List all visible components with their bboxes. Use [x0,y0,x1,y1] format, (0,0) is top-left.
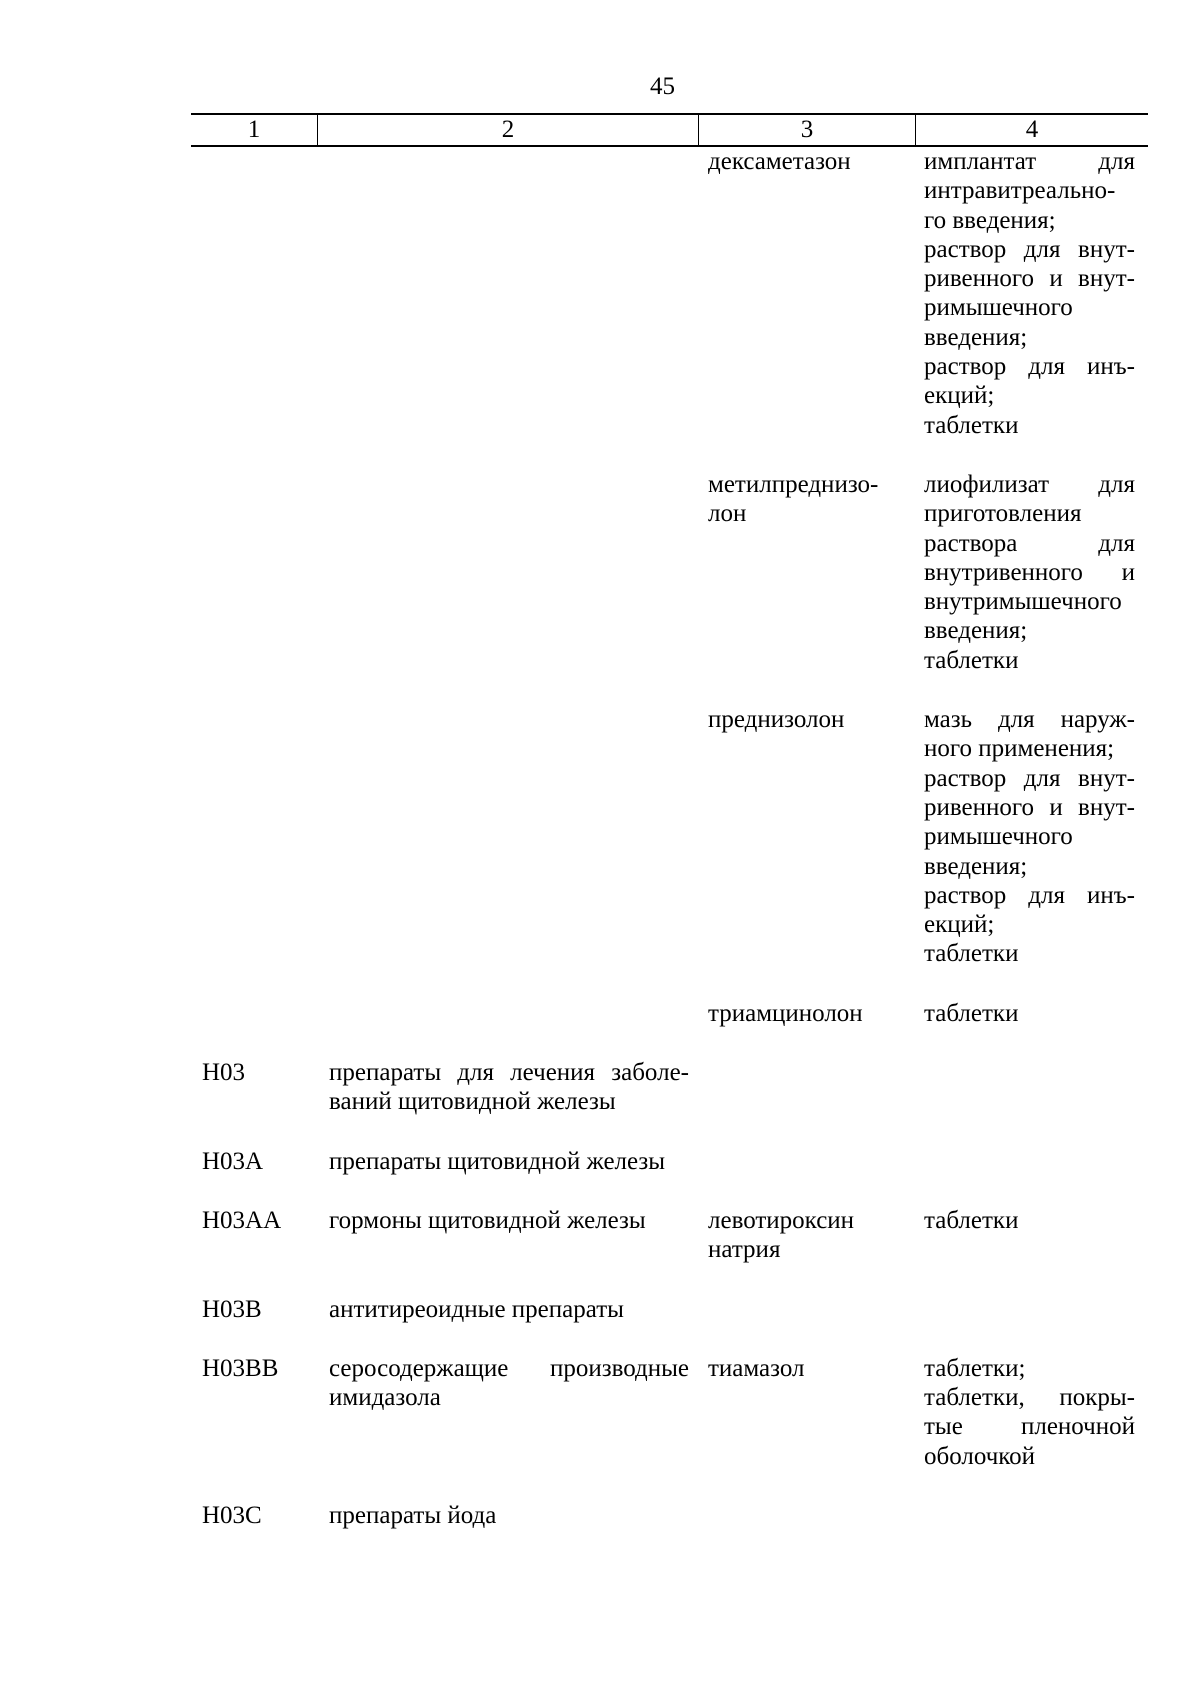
dosage-forms [913,1058,1145,1117]
dosage-forms-line: тые пленочной [924,1413,1135,1441]
atc-code: H03B [202,1295,262,1323]
drug-name-line: триамцинолон [708,999,863,1027]
atc-code: H03 [202,1059,246,1087]
row-spacer [191,969,1145,999]
drug-name-line: левотироксин [708,1206,855,1234]
dosage-forms-line: екций; [924,382,995,410]
anatomical-group [317,1058,697,1117]
dosage-forms-line: имплантат для [924,148,1135,175]
dosage-forms [913,1354,1145,1471]
drug-name [697,705,913,969]
table-row [191,1501,1145,1530]
drug-name [697,999,913,1028]
drug-name [697,147,913,440]
row-spacer [191,675,1145,705]
dosage-forms [913,1147,1145,1176]
dosage-forms-line: раствора для [924,529,1135,557]
dosage-forms-line: таблетки [924,940,1019,968]
row-spacer [191,1265,1145,1295]
row-spacer [191,440,1145,470]
row-spacer [191,1176,1145,1206]
row-spacer [191,1117,1145,1147]
dosage-forms-line: таблетки [924,1206,1019,1234]
atc-code: H03BB [202,1354,279,1382]
anatomical-group-line: препараты щитовидной железы [329,1147,666,1175]
row-spacer [191,1324,1145,1354]
drug-name [697,1501,913,1530]
dosage-forms [913,999,1145,1028]
header-cell-4: 4 [916,114,1149,146]
anatomical-group [317,1147,697,1176]
dosage-forms [913,470,1145,675]
atc-code: H03A [202,1147,264,1175]
table-row [191,1295,1145,1324]
atc-code [191,705,317,969]
anatomical-group-line: серосодержащие производные [329,1354,689,1382]
dosage-forms-line: го введения; [924,206,1056,234]
drug-name [697,1147,913,1176]
drug-name [697,1354,913,1471]
dosage-forms-line: римышечного [924,294,1073,322]
drug-name-line: метилпреднизо- [708,470,879,498]
dosage-forms-line: екций; [924,911,995,939]
drug-name [697,1295,913,1324]
dosage-forms-line: таблетки [924,411,1019,439]
dosage-forms-line: введения; [924,852,1028,880]
dosage-forms-line: раствор для инъ- [924,881,1135,909]
header-cell-3: 3 [699,114,916,146]
anatomical-group [317,1206,697,1265]
anatomical-group-line: препараты для лечения заболе- [329,1059,689,1087]
dosage-forms [913,1501,1145,1530]
dosage-forms-line: раствор для внут- [924,235,1135,263]
dosage-forms-line: римышечного [924,823,1073,851]
atc-code: H03C [202,1501,262,1529]
table-row [191,1354,1145,1471]
anatomical-group [317,1354,697,1471]
document-table [191,113,1145,1530]
dosage-forms-line: таблетки, покры- [924,1384,1135,1412]
drug-name-line: преднизолон [708,706,845,734]
table-row [191,705,1145,969]
anatomical-group [317,1501,697,1530]
dosage-forms-line: раствор для инъ- [924,353,1135,381]
dosage-forms-line: введения; [924,617,1028,645]
header-cell-2: 2 [318,114,699,146]
dosage-forms [913,147,1145,440]
drug-name-line: натрия [708,1236,781,1264]
dosage-forms-line: лиофилизат для [924,470,1135,498]
table-header [191,113,1148,147]
table-row [191,1206,1145,1265]
page-number: 45 [650,73,675,100]
dosage-forms-line: ривенного и внут- [924,793,1135,821]
anatomical-group-line: ваний щитовидной железы [329,1088,616,1116]
dosage-forms [913,1206,1145,1265]
atc-code [191,147,317,440]
header-cell-1: 1 [191,114,318,146]
dosage-forms-line: приготовления [924,500,1082,528]
anatomical-group-line: антитиреоидные препараты [329,1295,624,1323]
dosage-forms-line: мазь для наруж- [924,706,1135,734]
dosage-forms-line: внутримышечного [924,588,1122,616]
table-body [191,147,1145,1530]
table-row [191,147,1145,440]
drug-name [697,470,913,675]
dosage-forms-line: таблетки; [924,1354,1026,1382]
dosage-forms-line: оболочкой [924,1442,1036,1470]
dosage-forms-line: раствор для внут- [924,764,1135,792]
table-row [191,1147,1145,1176]
dosage-forms-line: таблетки [924,999,1019,1027]
dosage-forms [913,1295,1145,1324]
table-row [191,470,1145,675]
drug-name-line: тиамазол [708,1354,805,1382]
anatomical-group-line: препараты йода [329,1501,497,1529]
dosage-forms-line: ного применения; [924,735,1115,763]
anatomical-group-line: гормоны щитовидной железы [329,1206,646,1234]
anatomical-group [317,470,697,675]
drug-name-line: дексаметазон [708,148,851,175]
drug-name [697,1206,913,1265]
table-row [191,1058,1145,1117]
drug-name-line: лон [708,500,747,528]
anatomical-group [317,999,697,1028]
table-row [191,999,1145,1028]
atc-code [191,999,317,1028]
row-spacer [191,1028,1145,1058]
dosage-forms-line: введения; [924,323,1028,351]
dosage-forms-line: интравитреально- [924,177,1116,205]
dosage-forms-line: ривенного и внут- [924,265,1135,293]
atc-code: H03AA [202,1206,282,1234]
anatomical-group [317,147,697,440]
dosage-forms-line: внутривенного и [924,558,1135,586]
anatomical-group-line: имидазола [329,1384,441,1412]
anatomical-group [317,1295,697,1324]
dosage-forms-line: таблетки [924,646,1019,674]
atc-code [191,470,317,675]
dosage-forms [913,705,1145,969]
drug-name [697,1058,913,1117]
row-spacer [191,1471,1145,1501]
anatomical-group [317,705,697,969]
